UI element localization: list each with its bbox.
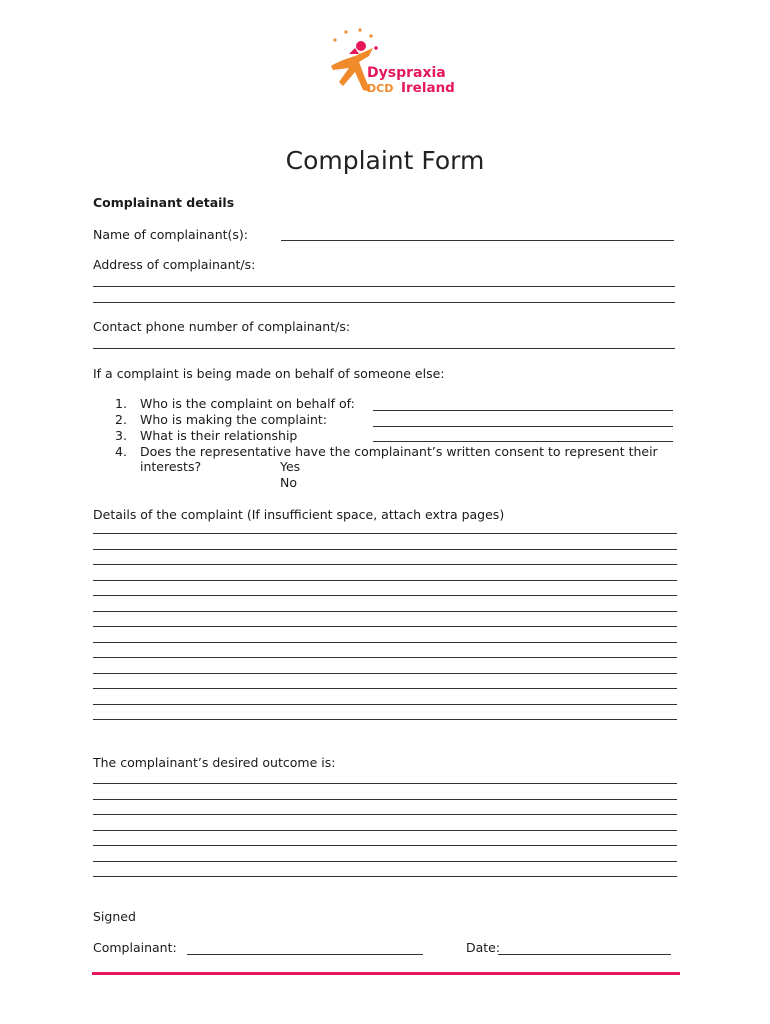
name-field-line[interactable] [281,240,674,241]
logo-text-dcd: DCD [367,82,394,95]
details-field-line[interactable] [93,657,677,658]
details-field-line[interactable] [93,642,677,643]
outcome-field-line[interactable] [93,814,677,815]
footer-accent-bar [92,972,680,975]
details-field-line[interactable] [93,611,677,612]
outcome-field-line[interactable] [93,876,677,877]
outcome-field-line[interactable] [93,783,677,784]
section-header: Complainant details [93,195,235,210]
details-field-line[interactable] [93,533,677,534]
list-number: 3. [115,428,127,443]
phone-field-line[interactable] [93,348,675,349]
logo-text-dyspraxia: Dyspraxia [367,65,446,81]
outcome-field-line[interactable] [93,799,677,800]
yes-option[interactable]: Yes [280,459,301,474]
name-label: Name of complainant(s): [93,227,248,242]
complainant-signature-line[interactable] [187,954,423,955]
list-item-text: Who is the complaint on behalf of: [140,396,355,411]
no-option[interactable]: No [280,475,297,490]
list-item-text: Who is making the complaint: [140,412,327,427]
date-label: Date: [466,940,501,955]
phone-label: Contact phone number of complainant/s: [93,319,351,334]
logo-text-ireland: Ireland [401,80,455,96]
details-field-line[interactable] [93,549,677,550]
details-field-line[interactable] [93,595,677,596]
address-label: Address of complainant/s: [93,257,256,272]
details-field-line[interactable] [93,626,677,627]
list-item-text-cont: interests? [140,459,202,474]
maker-field-line[interactable] [373,426,673,427]
outcome-field-line[interactable] [93,830,677,831]
details-field-line[interactable] [93,580,677,581]
complainant-signature-label: Complainant: [93,940,177,955]
list-item-text: Does the representative have the complainant’s written consent to represent their [140,444,658,459]
relationship-field-line[interactable] [373,441,673,442]
behalf-intro: If a complaint is being made on behalf of someone else: [93,366,445,381]
behalf-of-field-line[interactable] [373,410,673,411]
details-field-line[interactable] [93,704,677,705]
address-field-line[interactable] [93,286,675,287]
details-field-line[interactable] [93,688,677,689]
date-field-line[interactable] [498,954,671,955]
outcome-field-line[interactable] [93,861,677,862]
page-title: Complaint Form [285,146,485,175]
outcome-field-line[interactable] [93,845,677,846]
list-number: 2. [115,412,127,427]
list-number: 1. [115,396,127,411]
details-field-line[interactable] [93,673,677,674]
details-field-line[interactable] [93,564,677,565]
details-field-line[interactable] [93,719,677,720]
address-field-line[interactable] [93,302,675,303]
signed-label: Signed [93,909,136,924]
list-item-text: What is their relationship [140,428,298,443]
list-number: 4. [115,444,127,459]
details-label: Details of the complaint (If insufficient space, attach extra pages) [93,507,505,522]
outcome-label: The complainant’s desired outcome is: [93,755,336,770]
